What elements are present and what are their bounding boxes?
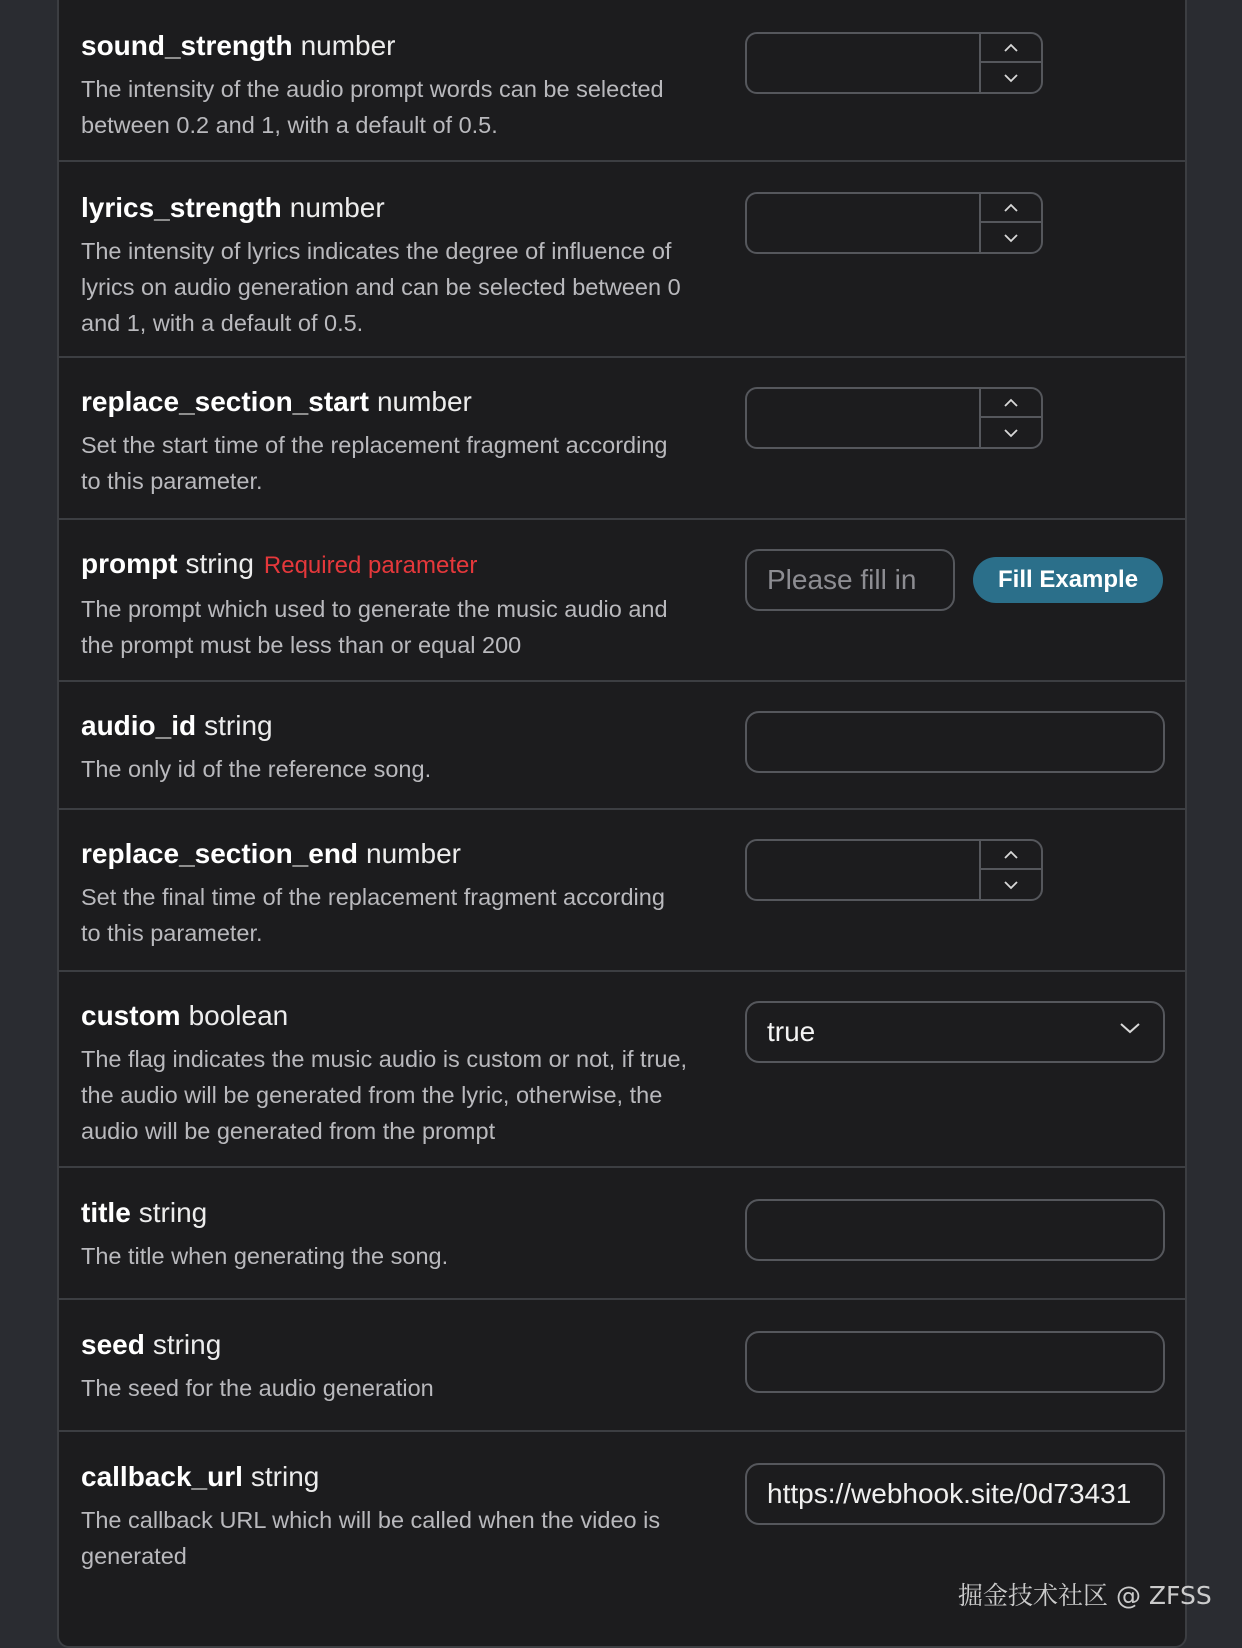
param-description: The seed for the audio generation [81,1375,434,1401]
number-stepper [979,841,1041,899]
param-name: audio_id [81,710,197,741]
param-info [81,709,691,787]
param-description: The intensity of the audio prompt words can be selected between 0.2 and 1, with a default of 0.5. [81,76,664,138]
stepper-increment-button[interactable] [981,194,1041,223]
seed-control [745,1331,1165,1393]
param-info [81,999,691,1149]
stepper-decrement-button[interactable] [981,418,1041,447]
param-row-replace-section-end [59,810,1185,972]
param-heading [81,191,691,225]
param-info [81,547,691,663]
param-name: prompt [81,548,178,579]
chevron-down-icon [1003,428,1019,438]
sound-strength-number-input[interactable] [745,32,1043,94]
replace-section-start-number-input[interactable] [745,387,1043,449]
param-heading [81,709,691,743]
param-type: number [376,386,472,417]
stepper-increment-button[interactable] [981,34,1041,63]
callback-url-control [745,1463,1165,1525]
callback-url-input[interactable]: https://webhook.site/0d73431 [745,1463,1165,1525]
replace-section-end-number-input[interactable] [745,839,1043,901]
replace-section-start-control [745,387,1043,449]
custom-control [745,1001,1165,1063]
stepper-decrement-button[interactable] [981,223,1041,252]
audio-id-input[interactable] [745,711,1165,773]
param-type: string [138,1197,208,1228]
param-info [81,1460,691,1574]
chevron-up-icon [1003,398,1019,408]
parameters-panel [57,0,1187,1648]
param-name: replace_section_end [81,838,359,869]
chevron-down-icon [1003,880,1019,890]
param-info [81,191,691,341]
param-type: number [289,192,385,223]
fill-example-button[interactable]: Fill Example [973,557,1163,603]
prompt-control [745,549,1163,611]
stepper-increment-button[interactable] [981,389,1041,418]
param-name: replace_section_start [81,386,369,417]
param-heading [81,547,691,583]
chevron-down-icon [1003,233,1019,243]
watermark: 掘金技术社区 @ ZFSS [958,1581,1212,1610]
param-info [81,1328,691,1406]
audio-id-control [745,711,1165,773]
param-description: The only id of the reference song. [81,756,432,782]
param-description: The callback URL which will be called when the video is generated [81,1507,661,1569]
param-name: sound_strength [81,30,293,61]
number-stepper [979,194,1041,252]
title-control [745,1199,1165,1261]
param-heading [81,1196,691,1230]
param-row-callback-url [59,1432,1185,1648]
param-name: lyrics_strength [81,192,282,223]
replace-section-end-control [745,839,1043,901]
param-row-prompt [59,520,1185,682]
param-heading [81,837,691,871]
param-type: string [250,1461,320,1492]
prompt-input[interactable]: Please fill in [745,549,955,611]
chevron-up-icon [1003,43,1019,53]
param-row-lyrics-strength [59,162,1185,358]
param-type: string [204,710,273,741]
stepper-increment-button[interactable] [981,841,1041,870]
param-info [81,1196,691,1274]
chevron-down-icon [1119,1021,1141,1035]
param-description: Set the final time of the replacement fragment according to this parameter. [81,884,665,946]
param-name: title [81,1197,131,1228]
title-input[interactable] [745,1199,1165,1261]
chevron-up-icon [1003,850,1019,860]
lyrics-strength-number-input[interactable] [745,192,1043,254]
param-row-sound-strength [59,0,1185,162]
lyrics-strength-control [745,192,1043,254]
param-type: string [152,1329,222,1360]
param-description: The prompt which used to generate the music audio and the prompt must be less than or equal 200 [81,596,668,658]
stepper-decrement-button[interactable] [981,870,1041,899]
param-type: number [300,30,396,61]
required-label: Required parameter [263,552,478,579]
param-heading [81,385,691,419]
param-name: callback_url [81,1461,243,1492]
param-row-replace-section-start [59,358,1185,520]
param-row-title [59,1168,1185,1300]
param-type: number [366,838,461,869]
param-info [81,385,691,499]
chevron-up-icon [1003,203,1019,213]
param-info [81,837,691,951]
param-description: The title when generating the song. [81,1243,449,1269]
param-row-custom [59,972,1185,1168]
seed-input[interactable] [745,1331,1165,1393]
sound-strength-control [745,32,1043,94]
number-stepper [979,389,1041,447]
stepper-decrement-button[interactable] [981,63,1041,92]
param-type: string [185,548,254,579]
custom-select[interactable] [745,1001,1165,1063]
param-type: boolean [188,1000,289,1031]
param-name: custom [81,1000,181,1031]
param-description: Set the start time of the replacement fragment according to this parameter. [81,432,668,494]
number-stepper [979,34,1041,92]
param-description: The flag indicates the music audio is custom or not, if true, the audio will be generated from the lyric, otherwise, the audio will be generated from the prompt [81,1046,688,1144]
select-value: true [767,1016,816,1047]
param-heading [81,29,691,63]
chevron-down-icon [1003,73,1019,83]
param-row-seed [59,1300,1185,1432]
param-name: seed [81,1329,145,1360]
param-heading [81,1328,691,1362]
param-heading [81,1460,691,1494]
param-heading [81,999,691,1033]
param-description: The intensity of lyrics indicates the degree of influence of lyrics on audio generation and can be selected between 0 and 1, with a default of 0.5. [81,238,681,336]
param-row-audio-id [59,682,1185,810]
param-info [81,29,691,143]
